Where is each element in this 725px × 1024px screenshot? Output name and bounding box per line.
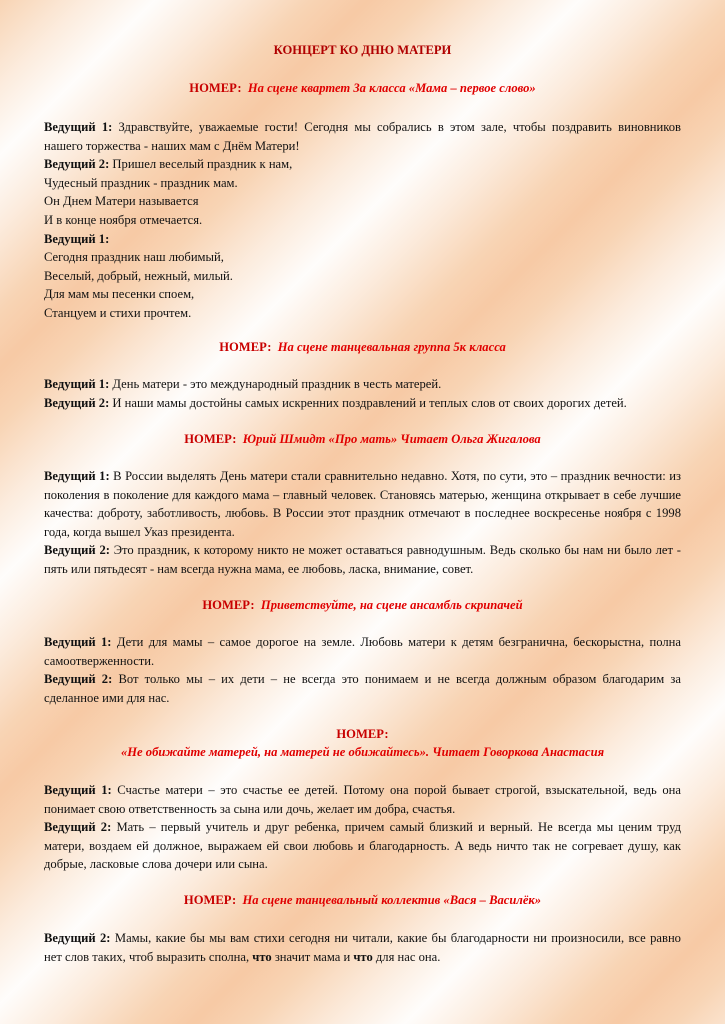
host-label: Ведущий 2: — [44, 931, 111, 945]
number-text: На сцене танцевальная группа 5к класса — [277, 340, 506, 354]
host-line: Ведущий 2: Пришел веселый праздник к нам, — [44, 157, 293, 172]
host-label: Ведущий 1: — [44, 231, 110, 246]
host-label: Ведущий 2: — [44, 672, 113, 687]
concert-title: КОНЦЕРТ КО ДНЮ МАТЕРИ — [273, 43, 452, 57]
host-line: Ведущий 1: Здравствуйте, уважаемые гости! Сегодня мы собрались в этом зале, чтобы поздравить виновников нашего торжества - наших мам с Днём Матери! — [44, 120, 682, 153]
verse-line: Веселый, добрый, нежный, милый. — [44, 268, 233, 283]
host-line: Ведущий 2: Мамы, какие бы мы вам стихи сегодня ни читали, какие бы благодарности ни произносили, все равно нет слов таких, чтоб выразить сполна, что значит мама и что для нас она. — [44, 931, 681, 964]
number-text: Приветствуйте, на сцене ансамбль скрипачей — [260, 598, 523, 612]
verse-line: Для мам мы песенки споем, — [44, 287, 195, 302]
dialogue-block-6 — [44, 929, 681, 966]
dialogue-block-3 — [44, 467, 681, 579]
verse-line: Он Днем Матери называется — [44, 194, 199, 209]
host-line: Ведущий 2: Это праздник, к которому никто не может оставаться равнодушным. Ведь сколько бы нам ни было лет - пять или пятьдесят - нам всегда нужна мама, ее любовь, ласка, внимание, совет. — [44, 543, 682, 576]
number-label: НОМЕР: — [219, 340, 272, 354]
dialogue-block-1 — [44, 118, 681, 323]
host-line: Ведущий 1: В России выделять День матери стали сравнительно недавно. Хотя, по сути, это – праздник вечности: из поколения в поколение для каждого мама – главный человек. Становясь матерью, женщина открывает в себе лучшие качества: доброту, заботливость, любовь. В России этот праздник отмечают в последнее воскресенье ноября с 1998 года, когда вышел Указ президента. — [44, 469, 681, 539]
host-label: Ведущий 2: — [44, 820, 112, 835]
number-label: НОМЕР: — [183, 893, 237, 907]
host-line: Ведущий 1: День матери - это международный праздник в честь матерей. — [44, 377, 442, 391]
host-label: Ведущий 1: — [44, 120, 113, 134]
dialogue-block-5 — [44, 781, 681, 874]
number-heading-5 — [44, 745, 681, 760]
host-label: Ведущий 2: — [44, 395, 110, 410]
number-heading-5-label: НОМЕР: — [336, 727, 389, 741]
host-line: Ведущий 1: Счастье матери – это счастье ее детей. Потому она порой бывает строгой, взыскательной, ведь она понимает свою ответственность за сына или дочь, желает им добра, счастья. — [44, 783, 681, 816]
number-text: На сцене танцевальный коллектив «Вася – Василёк» — [242, 893, 542, 907]
number-label: НОМЕР: — [189, 81, 242, 95]
host-line: Ведущий 2: Вот только мы – их дети – не всегда это понимаем и не всегда должным образом благодарим за сделанное ими для нас. — [44, 672, 681, 705]
verse-line: Чудесный праздник - праздник мам. — [44, 175, 238, 190]
number-heading-3 — [44, 432, 681, 447]
dialogue-block-2 — [44, 375, 681, 412]
number-text: «Не обижайте матерей, на матерей не обижайтесь». Читает Говоркова Анастасия — [120, 745, 605, 759]
number-heading-6 — [44, 893, 681, 908]
host-label: Ведущий 1: — [44, 635, 112, 649]
number-text: На сцене квартет 3а класса «Мама – первое слово» — [247, 81, 536, 95]
host-line: Ведущий 1: Дети для мамы – самое дорогое на земле. Любовь матери к детям безгранична, бескорыстна, полна самоотверженности. — [44, 635, 681, 668]
host-label: Ведущий 1: — [44, 377, 110, 391]
dialogue-block-4 — [44, 633, 681, 707]
number-heading-4 — [44, 598, 681, 613]
host-label: Ведущий 1: — [44, 469, 110, 483]
verse-line: Сегодня праздник наш любимый, — [44, 250, 224, 265]
verse-line: И в конце ноября отмечается. — [44, 212, 203, 227]
number-heading-2 — [44, 340, 681, 355]
number-label: НОМЕР: — [184, 432, 237, 446]
host-line: Ведущий 2: Мать – первый учитель и друг ребенка, причем самый близкий и верный. Не всегда мы ценим труд матери, воздаем ей должное, выражаем ей свои любовь и благодарность. А ведь ничто так не согревает душу, как добрые, ласковые слова дочери или сына. — [44, 820, 681, 872]
number-text: Юрий Шмидт «Про мать» Читает Ольга Жигалова — [242, 432, 541, 446]
number-label: НОМЕР: — [202, 598, 255, 612]
host-label: Ведущий 2: — [44, 157, 110, 172]
host-line — [44, 230, 681, 249]
host-line: Ведущий 2: И наши мамы достойны самых искренних поздравлений и теплых слов от своих дорогих детей. — [44, 395, 627, 410]
number-heading-1 — [44, 81, 681, 96]
host-label: Ведущий 1: — [44, 783, 112, 797]
host-label: Ведущий 2: — [44, 543, 110, 558]
verse-line: Станцуем и стихи прочтем. — [44, 305, 192, 320]
